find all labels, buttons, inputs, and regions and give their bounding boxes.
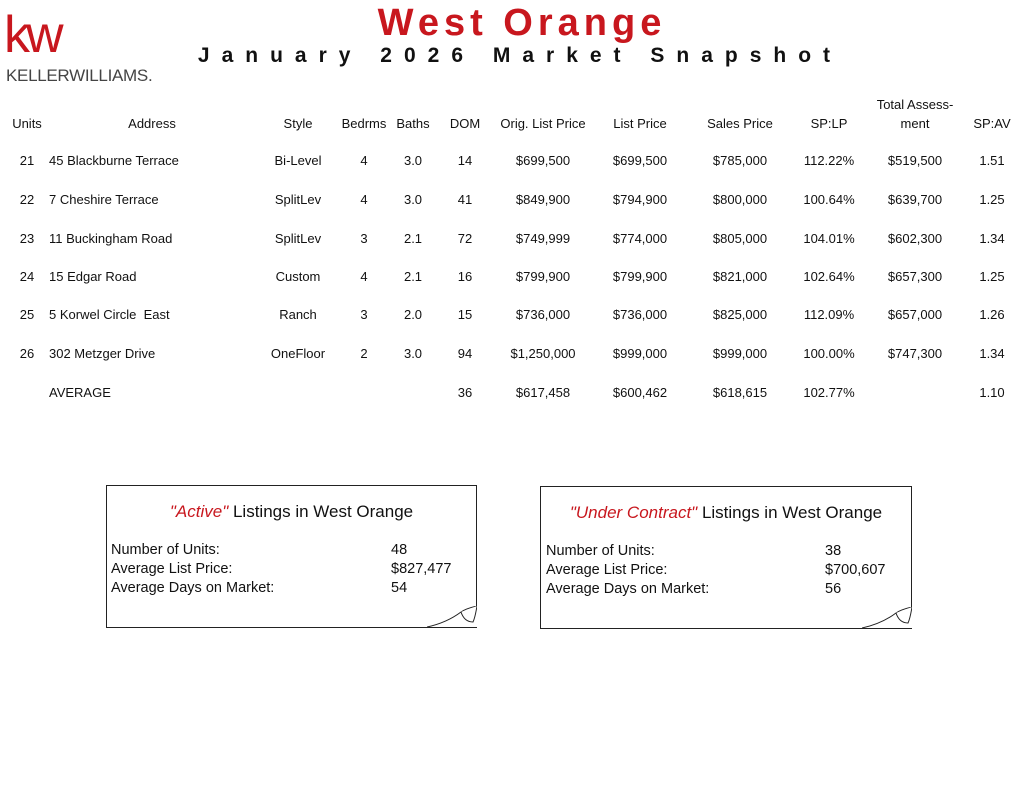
cell-address: 45 Blackburne Terrace (49, 153, 179, 168)
cell-sales-price: $785,000 (712, 153, 768, 168)
cell-dom: 15 (457, 307, 473, 322)
table-row (0, 346, 1024, 368)
cell-bedrms: 2 (360, 346, 368, 361)
cell-baths: 2.1 (403, 269, 423, 284)
cell-dom: 14 (457, 153, 473, 168)
average-sp-av: 1.10 (979, 385, 1005, 400)
cell-total-assessment: $747,300 (887, 346, 943, 361)
cell-sp-lp: 112.09% (803, 307, 855, 322)
cell-sp-av: 1.25 (979, 269, 1005, 284)
table-row (0, 269, 1024, 291)
cell-style: SplitLev (274, 192, 322, 207)
contract-avg-dom-label: Average Days on Market: (546, 581, 710, 597)
cell-orig-list-price: $1,250,000 (510, 346, 576, 361)
header-bedrms: Bedrms (341, 116, 387, 131)
average-list-price: $600,462 (612, 385, 668, 400)
cell-bedrms: 3 (360, 231, 368, 246)
cell-style: Bi-Level (274, 153, 322, 168)
cell-baths: 3.0 (403, 192, 423, 207)
cell-sales-price: $999,000 (712, 346, 768, 361)
contract-avg-price-value: $700,607 (825, 562, 886, 578)
cell-bedrms: 4 (360, 153, 368, 168)
cell-units: 23 (19, 231, 35, 246)
cell-bedrms: 4 (360, 192, 368, 207)
cell-sp-lp: 100.64% (803, 192, 855, 207)
cell-list-price: $736,000 (612, 307, 668, 322)
average-orig-list-price: $617,458 (515, 385, 571, 400)
cell-orig-list-price: $749,999 (515, 231, 571, 246)
cell-dom: 16 (457, 269, 473, 284)
cell-sp-lp: 100.00% (803, 346, 855, 361)
cell-units: 25 (19, 307, 35, 322)
cell-address: 5 Korwel Circle East (49, 307, 170, 322)
header-orig-list-price: Orig. List Price (500, 116, 586, 131)
cell-address: 302 Metzger Drive (49, 346, 156, 361)
cell-sales-price: $825,000 (712, 307, 768, 322)
cell-orig-list-price: $699,500 (515, 153, 571, 168)
header-list-price: List Price (613, 116, 667, 131)
cell-list-price: $799,900 (612, 269, 668, 284)
page-curl-icon (862, 607, 912, 629)
cell-style: Custom (275, 269, 321, 284)
cell-dom: 41 (457, 192, 473, 207)
active-units-label: Number of Units: (111, 542, 220, 558)
average-dom: 36 (457, 385, 473, 400)
cell-total-assessment: $657,300 (887, 269, 943, 284)
average-sales-price: $618,615 (712, 385, 768, 400)
header-total-assessment-line1: Total Assess- (876, 97, 954, 112)
table-row (0, 307, 1024, 329)
header-style: Style (283, 116, 313, 131)
page-title: West Orange (377, 2, 667, 44)
cell-sp-lp: 112.22% (803, 153, 855, 168)
svg-text:kw: kw (4, 8, 60, 58)
cell-list-price: $699,500 (612, 153, 668, 168)
header-sales-price: Sales Price (707, 116, 773, 131)
table-row (0, 192, 1024, 214)
contract-units-label: Number of Units: (546, 543, 655, 559)
cell-address: 15 Edgar Road (49, 269, 137, 284)
header-sp-av: SP:AV (973, 116, 1011, 131)
cell-sales-price: $805,000 (712, 231, 768, 246)
cell-units: 22 (19, 192, 35, 207)
cell-sp-av: 1.25 (979, 192, 1005, 207)
contract-units-value: 38 (825, 543, 842, 559)
active-avg-price-value: $827,477 (391, 561, 452, 577)
cell-list-price: $999,000 (612, 346, 668, 361)
cell-total-assessment: $602,300 (887, 231, 943, 246)
under-contract-title: "Under Contract" Listings in West Orange (569, 503, 883, 522)
cell-sales-price: $821,000 (712, 269, 768, 284)
contract-avg-dom-value: 56 (825, 581, 842, 597)
cell-baths: 3.0 (403, 346, 423, 361)
table-average-row (0, 385, 1024, 407)
cell-total-assessment: $639,700 (887, 192, 943, 207)
cell-sp-av: 1.34 (979, 231, 1005, 246)
header-baths: Baths (396, 116, 430, 131)
cell-bedrms: 4 (360, 269, 368, 284)
active-avg-dom-label: Average Days on Market: (111, 580, 275, 596)
cell-address: 11 Buckingham Road (49, 231, 173, 246)
header-total-assessment-line2: ment (900, 116, 930, 131)
cell-style: SplitLev (274, 231, 322, 246)
header-dom: DOM (449, 116, 481, 131)
cell-style: OneFloor (270, 346, 326, 361)
header-address: Address (128, 116, 176, 131)
active-avg-price-label: Average List Price: (111, 561, 233, 577)
cell-sp-lp: 102.64% (803, 269, 855, 284)
average-sp-lp: 102.77% (803, 385, 855, 400)
active-avg-dom-value: 54 (391, 580, 408, 596)
cell-orig-list-price: $799,900 (515, 269, 571, 284)
page-curl-icon (427, 606, 477, 628)
cell-sp-lp: 104.01% (803, 231, 855, 246)
cell-address: 7 Cheshire Terrace (49, 192, 159, 207)
cell-dom: 72 (457, 231, 473, 246)
table-header-row (0, 94, 1024, 134)
cell-units: 24 (19, 269, 35, 284)
average-label: AVERAGE (49, 385, 111, 400)
header-units: Units (12, 116, 42, 131)
cell-sales-price: $800,000 (712, 192, 768, 207)
cell-style: Ranch (279, 307, 317, 322)
cell-orig-list-price: $736,000 (515, 307, 571, 322)
page-subtitle: January 2026 Market Snapshot (197, 44, 843, 67)
cell-units: 26 (19, 346, 35, 361)
cell-bedrms: 3 (360, 307, 368, 322)
cell-sp-av: 1.26 (979, 307, 1005, 322)
cell-dom: 94 (457, 346, 473, 361)
active-listings-box (106, 485, 477, 628)
cell-list-price: $774,000 (612, 231, 668, 246)
cell-baths: 3.0 (403, 153, 423, 168)
cell-total-assessment: $657,000 (887, 307, 943, 322)
table-row (0, 231, 1024, 253)
header-sp-lp: SP:LP (810, 116, 848, 131)
cell-units: 21 (19, 153, 35, 168)
active-listings-title: "Active" Listings in West Orange (169, 502, 414, 521)
cell-baths: 2.1 (403, 231, 423, 246)
under-contract-listings-box (540, 486, 912, 629)
logo-wordmark: KELLERWILLIAMS. (6, 66, 153, 85)
cell-sp-av: 1.51 (979, 153, 1005, 168)
table-row (0, 153, 1024, 175)
cell-sp-av: 1.34 (979, 346, 1005, 361)
cell-baths: 2.0 (403, 307, 423, 322)
active-units-value: 48 (391, 542, 408, 558)
cell-total-assessment: $519,500 (887, 153, 943, 168)
contract-avg-price-label: Average List Price: (546, 562, 668, 578)
cell-list-price: $794,900 (612, 192, 668, 207)
cell-orig-list-price: $849,900 (515, 192, 571, 207)
